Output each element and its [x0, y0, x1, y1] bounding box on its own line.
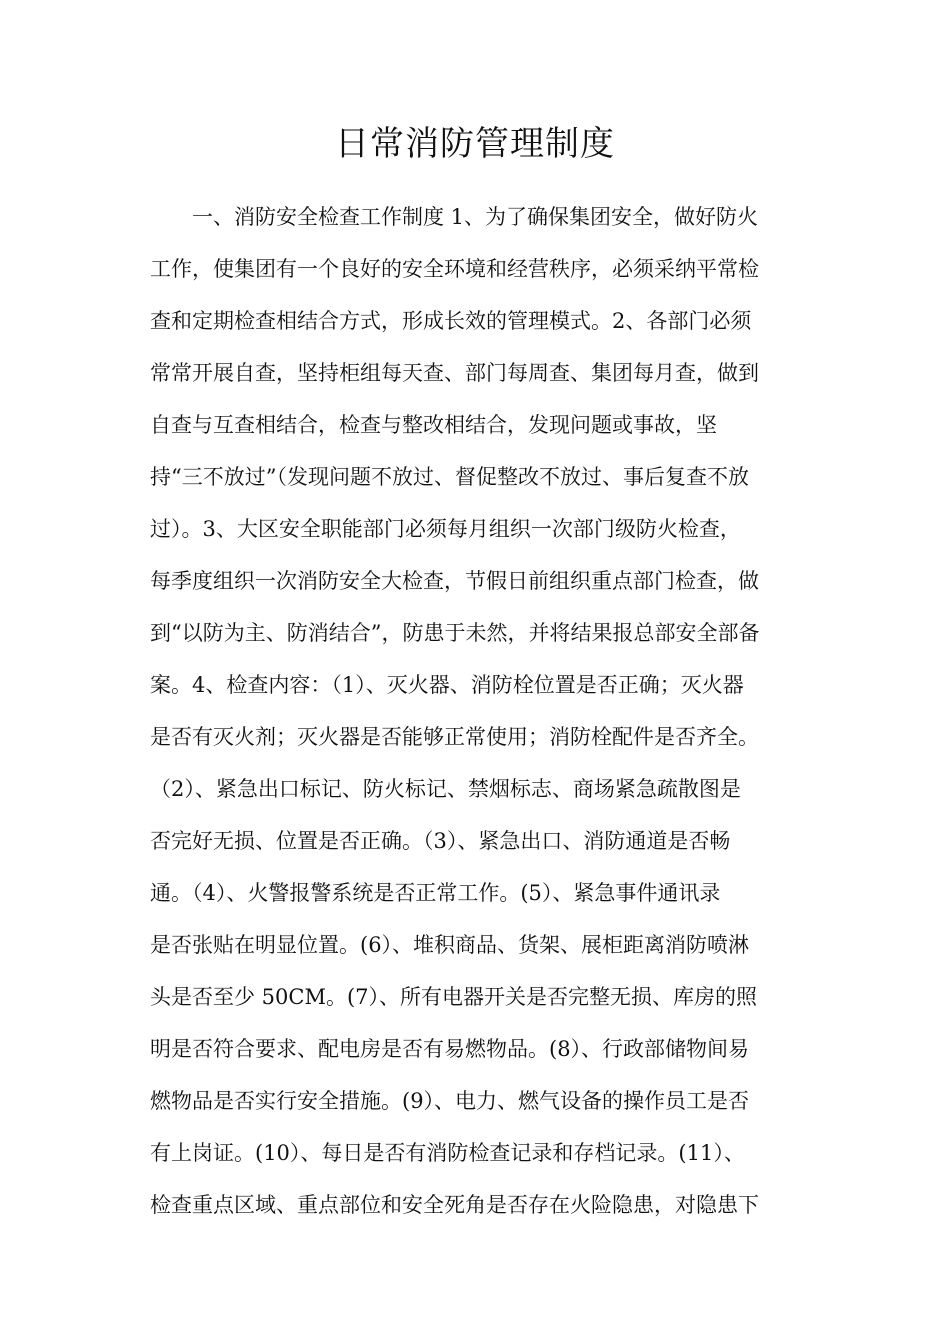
body-line-12: （2）、紧急出口标记、防火标记、禁烟标志、商场紧急疏散图是 — [150, 777, 741, 801]
document-title: 日常消防管理制度 — [335, 124, 615, 164]
body-line-1: 一、消防安全检查工作制度 1、为了确保集团安全，做好防火 — [150, 205, 759, 229]
body-line-10: 案。4、检查内容：（1）、灭火器、消防栓位置是否正确；灭火器 — [150, 673, 744, 697]
body-line-14: 通。（4）、火警报警系统是否正常工作。(5）、紧急事件通讯录 — [150, 881, 721, 905]
body-line-13: 否完好无损、位置是否正确。（3）、紧急出口、消防通道是否畅 — [150, 829, 731, 853]
document-body — [150, 191, 810, 1231]
body-line-9: 到“以防为主、防消结合”，防患于未然，并将结果报总部安全部备 — [150, 621, 760, 645]
body-line-4: 常常开展自查，坚持柜组每天查、部门每周查、集团每月查，做到 — [150, 361, 759, 385]
body-line-18: 燃物品是否实行安全措施。(9）、电力、燃气设备的操作员工是否 — [150, 1089, 750, 1113]
body-line-5: 自查与互查相结合，检查与整改相结合，发现问题或事故，坚 — [150, 413, 717, 437]
body-line-11: 是否有灭火剂；灭火器是否能够正常使用；消防栓配件是否齐全。 — [150, 725, 759, 749]
body-line-17: 明是否符合要求、配电房是否有易燃物品。(8）、行政部储物间易 — [150, 1037, 750, 1061]
body-line-8: 每季度组织一次消防安全大检查，节假日前组织重点部门检查，做 — [150, 569, 759, 593]
body-line-6: 持“三不放过”（发现问题不放过、督促整改不放过、事后复查不放 — [150, 465, 749, 489]
body-line-16: 头是否至少 50CM。(7）、所有电器开关是否完整无损、库房的照 — [150, 985, 758, 1009]
body-line-3: 查和定期检查相结合方式，形成长效的管理模式。2、各部门必须 — [150, 309, 752, 333]
body-line-7: 过）。3、大区安全职能部门必须每月组织一次部门级防火检查， — [150, 517, 741, 541]
body-line-2: 工作，使集团有一个良好的安全环境和经营秩序，必须采纳平常检 — [150, 257, 759, 281]
body-line-19: 有上岗证。(10）、每日是否有消防检查记录和存档记录。(11）、 — [150, 1141, 745, 1165]
body-line-15: 是否张贴在明显位置。(6）、堆积商品、货架、展柜距离消防喷淋 — [150, 933, 750, 957]
body-line-20: 检查重点区域、重点部位和安全死角是否存在火险隐患，对隐患下 — [150, 1193, 759, 1217]
